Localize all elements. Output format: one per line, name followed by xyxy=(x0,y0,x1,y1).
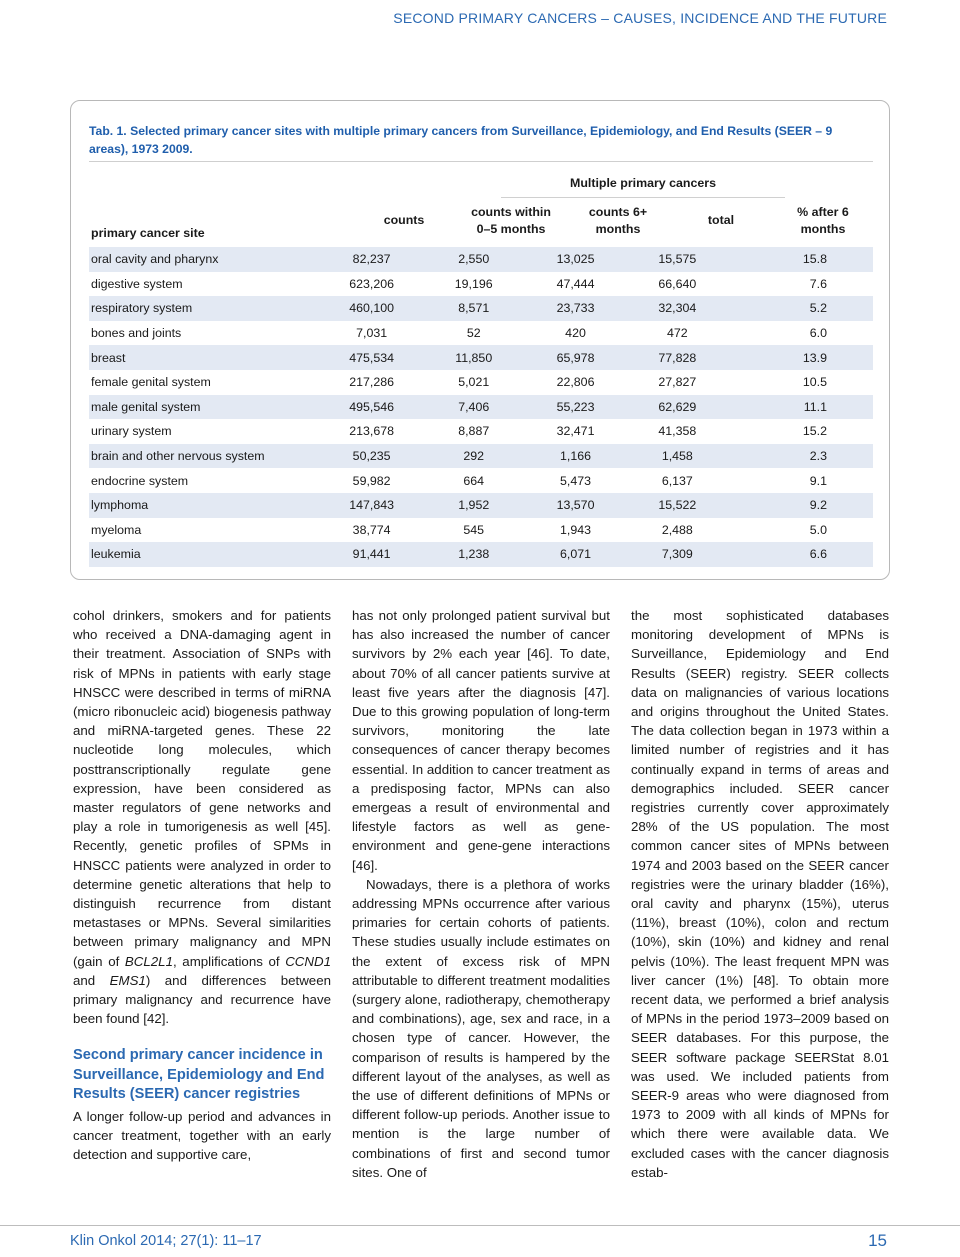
paragraph: Nowadays, there is a plethora of works addressing MPNs occurrence after various primaries for certain cohorts of patients. These studies usually include estimates on the extent of excess risk of MPN attributable to different treatment modalities (surgery alone, radiotherapy, chemotherapy and combinations), age, sex and race, in a chosen type of cancer. However, the comparison of results is hampered by the different layout of the analyses, as well as the use of different definitions of MPNs or different follow-up periods. Another issue to mention is the large number of combinations of first and second tumor sites. One of xyxy=(352,876,610,1180)
cell-counts: 7,031 xyxy=(356,326,388,341)
table-row xyxy=(89,542,873,567)
cell-pct-after: 11.1 xyxy=(728,395,873,420)
cell-pct-after: 6.6 xyxy=(728,542,873,567)
cell-pct-after: 2.3 xyxy=(728,444,873,469)
cell-total: 41,358 xyxy=(658,424,697,439)
cell-counts-within: 1,952 xyxy=(423,493,525,518)
cell-counts: 82,237 xyxy=(320,247,422,272)
group-header: Multiple primary cancers xyxy=(570,176,716,190)
gene-name: EMS1 xyxy=(109,972,146,988)
cell-counts-six-plus: 13,025 xyxy=(525,247,627,272)
cell-counts-within: 545 xyxy=(463,522,485,537)
table-row xyxy=(89,345,873,370)
text-column-2 xyxy=(352,606,610,1182)
cell-site: male genital system xyxy=(89,395,320,420)
group-header-divider xyxy=(501,197,785,198)
caption-divider xyxy=(89,161,873,162)
cell-pct-after: 7.6 xyxy=(809,276,827,291)
cell-pct-after: 15.2 xyxy=(802,424,827,439)
cell-counts-six-plus: 5,473 xyxy=(560,473,592,488)
cell-counts-within: 664 xyxy=(463,473,485,488)
cell-counts-within: 19,196 xyxy=(454,276,493,291)
cell-pct-after: 5.2 xyxy=(728,296,873,321)
cell-counts-within: 11,850 xyxy=(423,345,525,370)
cell-counts-six-plus: 65,978 xyxy=(525,345,627,370)
cell-site: bones and joints xyxy=(91,326,182,341)
table-row xyxy=(89,493,873,518)
cell-pct-after: 5.0 xyxy=(809,522,827,537)
gene-name: BCL2L1 xyxy=(124,953,173,969)
cell-counts-six-plus: 420 xyxy=(565,326,586,341)
cell-site: breast xyxy=(89,345,320,370)
cell-total: 6,137 xyxy=(661,473,693,488)
cell-site: oral cavity and pharynx xyxy=(89,247,320,272)
table-row xyxy=(89,395,873,420)
cell-counts-within: 1,238 xyxy=(423,542,525,567)
cell-site: leukemia xyxy=(89,542,320,567)
cell-counts: 38,774 xyxy=(352,522,391,537)
cell-pct-after: 9.2 xyxy=(728,493,873,518)
paragraph: the most sophisticated databases monitoring development of MPNs is Surveillance, Epidemiology and End Results (SEER) registry. SEER collects data on malignancies of various locations and origins throughout the United States. The data collection began in 1973 within a limited number of registries and it has continually expand in terms of areas and demographics included. SEER cancer registries currently cover approximately 28% of the US population. The most common cancer sites of MPNs between 1974 and 2003 based on the SEER cancer registries were the urinary bladder (16%), oral cavity and pharynx (15%), uterus (11%), breast (10%), colon and rectum (10%), skin (10%) and kidney and renal pelvis (10%). The least frequent MPN was liver cancer (1%) [48]. To obtain more recent data, we performed a brief analysis of MPNs in the period 1973–2009 based on SEER databases. For this purpose, the SEER software package SEERStat 8.01 was used. We included patients from SEER-9 areas who were diagnosed from 1973 to 2009 with all kinds of MPNs for which there were available data. We excluded cases with the cancer diagnosis estab- xyxy=(631,608,889,1180)
cell-counts-within: 8,887 xyxy=(458,424,490,439)
cell-counts-six-plus: 22,806 xyxy=(556,375,595,390)
section-heading: Second primary cancer incidence in Surveillance, Epidemiology and End Results (SEER) cancer registries xyxy=(73,1047,325,1103)
table-row xyxy=(89,247,873,272)
cell-site: urinary system xyxy=(91,424,172,439)
table-row xyxy=(89,518,873,543)
cell-counts-six-plus: 1,943 xyxy=(560,522,592,537)
text-run: and xyxy=(73,972,110,988)
cell-pct-after: 13.9 xyxy=(728,345,873,370)
footer-divider xyxy=(0,1225,960,1226)
paragraph: A longer follow-up period and advances in cancer treatment, together with an early detection and supportive care, xyxy=(73,1108,331,1163)
cell-total: 472 xyxy=(666,326,688,341)
cell-counts: 59,982 xyxy=(352,473,391,488)
cell-site: myeloma xyxy=(91,522,142,537)
table-caption: Tab. 1. Selected primary cancer sites with multiple primary cancers from Surveillance, Epidemiology, and End Results (SEER – 9 areas), 1973 2009. xyxy=(89,124,833,156)
cell-site: female genital system xyxy=(91,375,211,390)
cell-counts: 460,100 xyxy=(320,296,422,321)
header-counts-six-plus: counts 6+ months xyxy=(588,205,648,236)
paragraph xyxy=(73,606,331,1028)
table-row xyxy=(89,272,873,297)
cell-pct-after: 6.0 xyxy=(809,326,827,341)
table-row xyxy=(89,321,873,346)
cell-counts: 147,843 xyxy=(320,493,422,518)
text-column-3 xyxy=(631,606,889,1182)
footer-citation: Klin Onkol 2014; 27(1): 11–17 xyxy=(70,1233,262,1249)
cell-total: 66,640 xyxy=(658,276,697,291)
table-row xyxy=(89,444,873,469)
text-run: ) and differences between primary malignancy and recurrence have been found [42]. xyxy=(73,972,331,1027)
table-row xyxy=(89,468,873,493)
header-counts-within: counts within 0–5 months xyxy=(471,205,551,236)
text-run: , amplifications of xyxy=(172,953,286,969)
header-primary-site: primary cancer site xyxy=(91,226,205,240)
cell-counts: 50,235 xyxy=(320,444,422,469)
cell-counts-within: 7,406 xyxy=(423,395,525,420)
cell-counts-six-plus: 6,071 xyxy=(525,542,627,567)
cell-site: brain and other nervous system xyxy=(89,444,320,469)
cell-total: 15,575 xyxy=(626,247,728,272)
cell-total: 2,488 xyxy=(661,522,693,537)
header-pct-after: % after 6 months xyxy=(797,205,849,236)
cell-counts: 495,546 xyxy=(320,395,422,420)
cell-counts-six-plus: 47,444 xyxy=(556,276,595,291)
cell-counts-six-plus: 55,223 xyxy=(525,395,627,420)
table-panel xyxy=(70,100,890,580)
table-row xyxy=(89,419,873,444)
cell-counts: 475,534 xyxy=(320,345,422,370)
cell-counts: 91,441 xyxy=(320,542,422,567)
cell-counts-within: 52 xyxy=(466,326,481,341)
cell-pct-after: 15.8 xyxy=(728,247,873,272)
paragraph: has not only prolonged patient survival but has also increased the number of cancer survivors by 2% each year [46]. To date, about 70% of all cancer patients survive at least five years after the diagnosis [47]. Due to this growing population of long-term survivors, monitoring the late consequences of cancer therapy becomes essential. In addition to cancer treatment as a predisposing factor, MPNs can also emergeas a result of environmental and lifestyle factors as well as gene-environment and gene-gene interactions [46]. xyxy=(352,608,610,873)
cell-counts: 623,206 xyxy=(349,276,395,291)
cell-counts-within: 2,550 xyxy=(423,247,525,272)
cell-site: respiratory system xyxy=(89,296,320,321)
cell-counts-six-plus: 1,166 xyxy=(525,444,627,469)
text-run: cohol drinkers, smokers and for patients who received a DNA-damaging agent in their treatment. Association of SNPs with risk of MPNs in patients with early stage HNSCC were described in terms of miRNA (micro ribonucleic acid) biogenesis pathway and miRNA-targeted genes. These 22 nucleotide long molecules, which posttranscriptionally regulate gene expression, have been considered as master regulators of gene networks and play a role in tumorigenesis as well [45]. Recently, genetic profiles of SPMs in HNSCC patients were analyzed in order to determine genetic alterations that help to distinguish recurrence from distant metastases or MPNs. Several similarities between primary malignancy and MPN (gain of xyxy=(73,608,331,969)
cell-site: digestive system xyxy=(91,276,183,291)
cell-counts-six-plus: 23,733 xyxy=(525,296,627,321)
cell-counts-six-plus: 32,471 xyxy=(556,424,595,439)
cell-pct-after: 9.1 xyxy=(809,473,827,488)
cell-counts-within: 292 xyxy=(423,444,525,469)
gene-name: CCND1 xyxy=(285,953,332,969)
header-total: total xyxy=(707,213,735,227)
cell-counts: 213,678 xyxy=(349,424,395,439)
running-header: SECOND PRIMARY CANCERS – CAUSES, INCIDENCE AND THE FUTURE xyxy=(393,10,887,26)
page-number: 15 xyxy=(868,1231,887,1250)
table-body xyxy=(89,247,873,567)
table-row xyxy=(89,370,873,395)
cell-total: 7,309 xyxy=(626,542,728,567)
cell-total: 62,629 xyxy=(626,395,728,420)
cell-counts: 217,286 xyxy=(349,375,395,390)
header-counts: counts xyxy=(383,213,425,227)
text-column-1 xyxy=(73,606,331,1164)
cell-counts-six-plus: 13,570 xyxy=(525,493,627,518)
cell-total: 1,458 xyxy=(626,444,728,469)
cell-total: 32,304 xyxy=(626,296,728,321)
cell-total: 27,827 xyxy=(658,375,697,390)
data-table xyxy=(89,247,873,567)
table-row xyxy=(89,296,873,321)
cell-counts-within: 8,571 xyxy=(423,296,525,321)
cell-total: 15,522 xyxy=(626,493,728,518)
cell-site: lymphoma xyxy=(89,493,320,518)
cell-counts-within: 5,021 xyxy=(458,375,490,390)
cell-total: 77,828 xyxy=(626,345,728,370)
cell-site: endocrine system xyxy=(91,473,189,488)
cell-pct-after: 10.5 xyxy=(802,375,827,390)
